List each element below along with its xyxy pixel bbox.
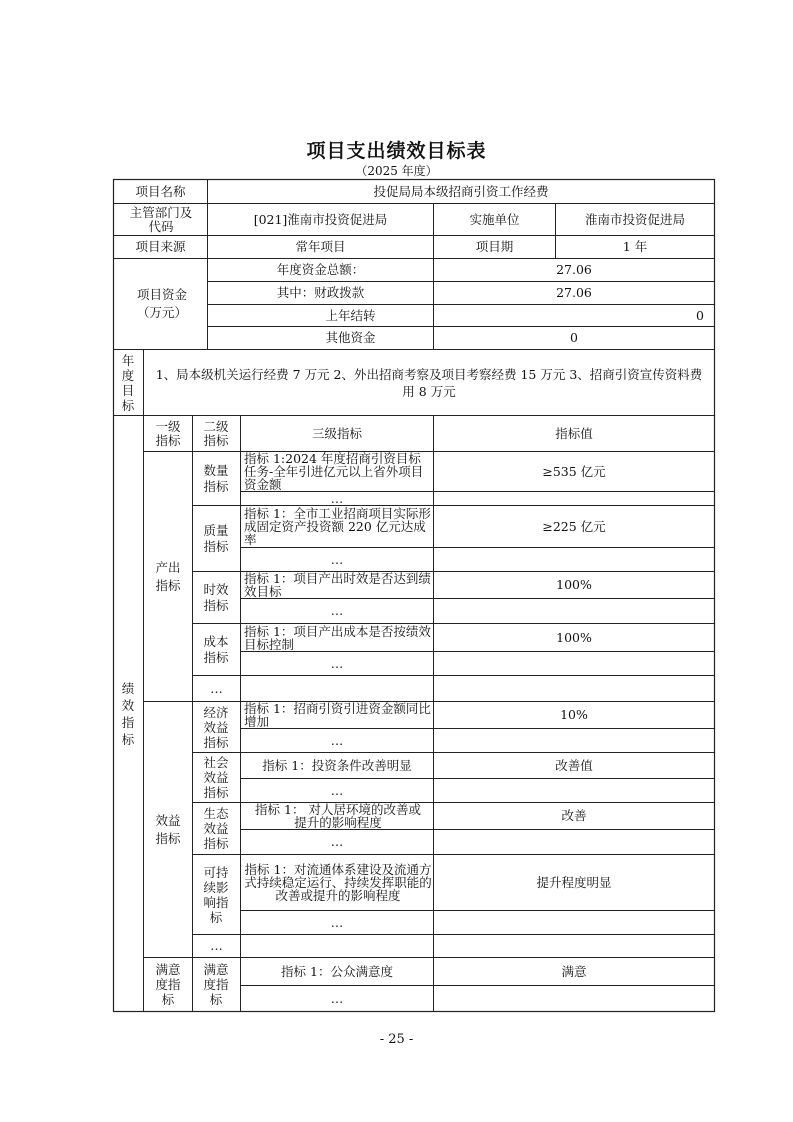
implementing-unit-label: 实施单位 (469, 211, 520, 227)
performance-indicators-label: 绩效指标 (121, 680, 135, 747)
project-name-label: 项目名称 (135, 183, 186, 199)
economic-ellipsis: … (330, 732, 344, 748)
annual-goal-text: 1、局本级机关运行经费 7 万元 2、外出招商考察及项目考察经费 15 万元 3、招商引资宣传资料费用 8 万元 (155, 366, 703, 399)
sustainable-impact-value: 提升程度明显 (536, 874, 612, 890)
satisfaction-indicator-value: 满意 (561, 963, 587, 979)
economic-benefit-value: 10% (560, 707, 588, 722)
sustainable-impact-text: 指标 1：对流通体系建设及流通方式持续稳定运行、持续发挥职能的改善或提升的影响程度 (244, 862, 432, 903)
timeliness-indicator-text: 指标 1：项目产出时效是否达到绩效目标 (244, 572, 431, 598)
social-ellipsis: … (330, 782, 344, 798)
project-period-label: 项目期 (475, 239, 514, 254)
cost-indicator-label: 成本指标 (203, 633, 229, 665)
timeliness-ellipsis: … (330, 603, 344, 618)
quantity-indicator-label: 数量指标 (203, 462, 229, 494)
satisfaction-ellipsis: … (330, 990, 344, 1006)
quality-indicator-text: 指标 1：全市工业招商项目实际形成固定资产投资额 220 亿元达成率 (244, 506, 431, 547)
sustainable-impact-label: 可持续影响指标 (203, 864, 229, 925)
project-name-value: 投促局局本级招商引资工作经费 (373, 183, 549, 199)
implementing-unit-value: 淮南市投资促进局 (584, 211, 685, 227)
quality-ellipsis: … (330, 551, 344, 567)
timeliness-indicator-value: 100% (556, 577, 592, 592)
fiscal-allocation-value: 27.06 (556, 285, 592, 300)
page-title: 项目支出绩效目标表 (306, 140, 487, 162)
indicator-value-header: 指标值 (555, 425, 593, 441)
economic-benefit-label: 经济效益指标 (203, 704, 229, 750)
page-number: - 25 - (379, 1032, 414, 1047)
cost-ellipsis: … (330, 655, 344, 671)
benefit-indicators-label: 效益指标 (155, 812, 181, 846)
benefit-more-ellipsis: … (210, 938, 223, 953)
cost-indicator-text: 指标 1：项目产出成本是否按绩效目标控制 (244, 624, 431, 651)
cost-indicator-value: 100% (556, 629, 592, 645)
quantity-ellipsis: … (330, 492, 344, 505)
level1-header: 一级指标 (155, 418, 181, 448)
output-more-ellipsis: … (210, 680, 223, 696)
quality-indicator-label: 质量指标 (203, 522, 229, 554)
other-funds-label: 其他资金 (325, 330, 376, 345)
project-period-value: 1 年 (622, 239, 648, 254)
annual-total-value: 27.06 (556, 262, 592, 277)
output-indicators-label: 产出指标 (155, 559, 181, 593)
ecological-benefit-value: 改善 (561, 808, 587, 823)
annual-total-label: 年度资金总额： (276, 262, 365, 277)
satisfaction-indicator-text: 指标 1：公众满意度 (281, 963, 393, 979)
ecological-benefit-label: 生态效益指标 (203, 806, 229, 851)
project-funds-label: 项目资金（万元） (136, 287, 187, 320)
year-subtitle: （2025 年度） (355, 164, 438, 178)
economic-benefit-text: 指标 1：招商引资引进资金额同比增加 (244, 702, 431, 728)
fiscal-allocation-label: 其中：财政拨款 (276, 285, 365, 300)
project-source-label: 项目来源 (135, 239, 186, 254)
ecological-ellipsis: … (330, 834, 344, 849)
department-label: 主管部门及代码 (129, 204, 193, 234)
timeliness-indicator-label: 时效指标 (203, 581, 229, 613)
carryover-label: 上年结转 (325, 307, 376, 323)
satisfaction-sub-label: 满意度指标 (203, 962, 229, 1007)
quantity-indicator-value: ≥535 亿元 (542, 463, 606, 479)
social-benefit-text: 指标 1：投资条件改善明显 (262, 757, 412, 773)
sustainable-ellipsis: … (330, 914, 344, 930)
quantity-indicator-text: 指标 1:2024 年度招商引资目标任务-全年引进亿元以上省外项目资金额 (244, 452, 424, 491)
level2-header: 二级指标 (203, 418, 229, 448)
carryover-value: 0 (696, 307, 704, 323)
annual-goal-label: 年度目标 (121, 352, 135, 413)
social-benefit-label: 社会效益指标 (203, 755, 229, 800)
other-funds-value: 0 (570, 330, 578, 345)
project-source-value: 常年项目 (295, 239, 346, 254)
social-benefit-value: 改善值 (555, 757, 593, 773)
quality-indicator-value: ≥225 亿元 (542, 518, 606, 534)
ecological-benefit-text: 指标 1： 对人居环境的改善或提升的影响程度 (255, 803, 421, 829)
satisfaction-indicators-label: 满意度指标 (155, 962, 181, 1007)
level3-header: 三级指标 (311, 425, 362, 441)
department-value: [021]淮南市投资促进局 (253, 211, 388, 227)
